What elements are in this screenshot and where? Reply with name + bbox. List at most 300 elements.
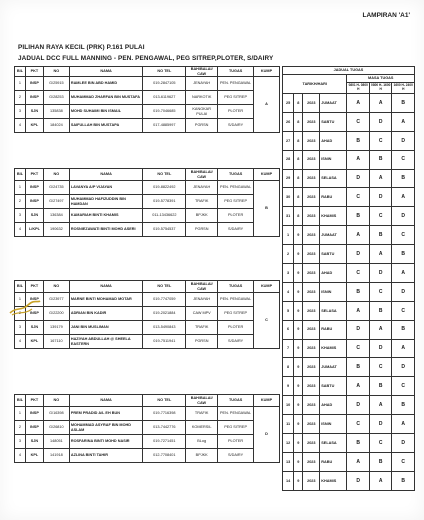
schedule-row xyxy=(283,207,415,226)
cell-bil: 4 xyxy=(15,335,26,349)
cell-day: 27 xyxy=(283,131,294,150)
header-jadual-tugas: JADUAL TUGAS xyxy=(283,67,415,75)
cell-bil: 2 xyxy=(15,307,26,321)
cell-no-tel: 013-6119627 xyxy=(143,91,186,105)
cell-pkt: KPL xyxy=(25,335,43,349)
cell-bil: 1 xyxy=(15,407,26,421)
cell-month: 8 xyxy=(294,150,303,169)
group-table xyxy=(14,66,280,133)
cell-nama: KAMARIAH BINTI KHAMIS xyxy=(69,209,143,223)
cell-bil: 1 xyxy=(15,77,26,91)
schedule-row xyxy=(283,226,415,245)
cell-pkt: SJN xyxy=(25,209,43,223)
cell-pkt: INSP xyxy=(25,195,43,209)
cell-no: 136384 xyxy=(43,209,69,223)
cell-bil: 3 xyxy=(15,209,26,223)
cell-year: 2023 xyxy=(303,452,320,471)
cell-pkt: SJN xyxy=(25,321,43,335)
cell-pkt: SJN xyxy=(25,105,43,119)
cell-month: 9 xyxy=(294,396,303,415)
table-row xyxy=(15,209,280,223)
header-no-tel: NO TEL xyxy=(143,169,186,181)
header-bah-balai-caw: BAH/BALAI/ CAW xyxy=(186,281,218,293)
cell-no: 184024 xyxy=(43,119,69,133)
cell-bah: JENAYAH xyxy=(186,181,218,195)
cell-bah: BLog xyxy=(186,435,218,449)
cell-nama: MUHAMMAD HAFIZUDDIN BIN HAMDAN xyxy=(69,195,143,209)
schedule-row xyxy=(283,264,415,283)
schedule-row xyxy=(283,471,415,490)
cell-tugas: PEG SITREP xyxy=(218,421,254,435)
group-header-row xyxy=(15,169,280,181)
cell-year: 2023 xyxy=(303,245,320,264)
cell-bah: PGRSN xyxy=(186,119,218,133)
cell-shift-1: D xyxy=(347,169,369,188)
cell-month: 9 xyxy=(294,320,303,339)
header-tugas: TUGAS xyxy=(218,281,254,293)
cell-month: 9 xyxy=(294,358,303,377)
cell-no: G/28253 xyxy=(43,91,69,105)
cell-no: G/25915 xyxy=(43,77,69,91)
cell-bil: 2 xyxy=(15,91,26,105)
cell-tugas: PLOTER xyxy=(218,321,254,335)
cell-hari: RABU xyxy=(320,320,347,339)
header-nama: NAMA xyxy=(69,281,143,293)
cell-shift-3: C xyxy=(392,301,415,320)
schedule-header-row xyxy=(283,67,415,75)
cell-nama: LAVANYA A/P VIJAYAN xyxy=(69,181,143,195)
cell-bil: 2 xyxy=(15,195,26,209)
cell-shift-1: B xyxy=(347,282,369,301)
header-bah-balai-caw: BAH/BALAI/ CAW xyxy=(186,169,218,181)
cell-tugas: PEN. PENGAWAL xyxy=(218,77,254,91)
schedule-row xyxy=(283,339,415,358)
cell-hari: KHAMIS xyxy=(320,339,347,358)
cell-hari: SABTU xyxy=(320,377,347,396)
cell-pkt: INSP xyxy=(25,77,43,91)
table-row xyxy=(15,105,280,119)
cell-shift-3: B xyxy=(392,169,415,188)
cell-hari: SABTU xyxy=(320,112,347,131)
cell-year: 2023 xyxy=(303,131,320,150)
header-bil: BIL xyxy=(15,281,26,293)
cell-no-tel: 019-8822492 xyxy=(143,181,186,195)
cell-year: 2023 xyxy=(303,415,320,434)
cell-pkt: INSP xyxy=(25,293,43,307)
cell-year: 2023 xyxy=(303,94,320,113)
cell-shift-3: A xyxy=(392,112,415,131)
cell-no: G/22200 xyxy=(43,307,69,321)
schedule-row xyxy=(283,301,415,320)
group-table xyxy=(14,280,280,349)
cell-nama: MOHAMMAD ASYRAF BIN MOHD ASLAM xyxy=(69,421,143,435)
cell-month: 9 xyxy=(294,452,303,471)
cell-no: 141918 xyxy=(43,449,69,463)
cell-shift-1: C xyxy=(347,112,369,131)
cell-no-tel: 013-5490843 xyxy=(143,321,186,335)
cell-year: 2023 xyxy=(303,188,320,207)
cell-day: 14 xyxy=(283,471,294,490)
cell-no: G/26810 xyxy=(43,421,69,435)
cell-shift-1: C xyxy=(347,339,369,358)
cell-shift-1: A xyxy=(347,377,369,396)
cell-shift-3: D xyxy=(392,207,415,226)
cell-no-tel: 019-7511941 xyxy=(143,335,186,349)
cell-shift-2: D xyxy=(369,188,391,207)
cell-day: 2 xyxy=(283,245,294,264)
header-kump: KUMP xyxy=(254,169,280,181)
cell-shift-2: D xyxy=(369,339,391,358)
header-no: NO xyxy=(43,67,69,77)
cell-tugas: PLOTER xyxy=(218,105,254,119)
cell-no: 148051 xyxy=(43,435,69,449)
cell-shift-3: D xyxy=(392,358,415,377)
cell-tugas: PEN. PENGAWAL xyxy=(218,181,254,195)
cell-month: 9 xyxy=(294,434,303,453)
cell-hari: SELASA xyxy=(320,434,347,453)
cell-shift-2: A xyxy=(369,396,391,415)
cell-month: 9 xyxy=(294,301,303,320)
cell-bah: KOMERSIL xyxy=(186,421,218,435)
cell-tugas: PEG SITREP xyxy=(218,307,254,321)
cell-bah: KANGKAR PULAI xyxy=(186,105,218,119)
header-pkt: PKT xyxy=(25,169,43,181)
schedule-row xyxy=(283,396,415,415)
cell-month: 8 xyxy=(294,207,303,226)
cell-shift-3: B xyxy=(392,396,415,415)
cell-shift-1: B xyxy=(347,434,369,453)
cell-month: 9 xyxy=(294,415,303,434)
cell-year: 2023 xyxy=(303,434,320,453)
table-row xyxy=(15,119,280,133)
header-tugas: TUGAS xyxy=(218,169,254,181)
cell-year: 2023 xyxy=(303,169,320,188)
cell-shift-2: B xyxy=(369,452,391,471)
cell-bah: PGRSN xyxy=(186,335,218,349)
cell-shift-1: A xyxy=(347,226,369,245)
header-shift1: 0801 H- 0800 H xyxy=(347,83,369,94)
cell-year: 2023 xyxy=(303,377,320,396)
table-row xyxy=(15,223,280,237)
schedule-row xyxy=(283,415,415,434)
cell-no-tel: 019-7046685 xyxy=(143,105,186,119)
cell-day: 7 xyxy=(283,339,294,358)
cell-nama: ADRIAN BIN KADIR xyxy=(69,307,143,321)
header-bil: BIL xyxy=(15,169,26,181)
cell-hari: KHAMIS xyxy=(320,207,347,226)
cell-no-tel: 011-13436622 xyxy=(143,209,186,223)
cell-shift-2: B xyxy=(369,301,391,320)
header-tarikh-hari: TARIKH/HARI xyxy=(283,75,347,94)
cell-shift-1: D xyxy=(347,320,369,339)
cell-no-tel: 019-2021884 xyxy=(143,307,186,321)
cell-hari: JUMAAT xyxy=(320,358,347,377)
cell-month: 8 xyxy=(294,131,303,150)
cell-shift-1: B xyxy=(347,131,369,150)
group-header-row xyxy=(15,67,280,77)
cell-shift-3: C xyxy=(392,452,415,471)
table-row xyxy=(15,77,280,91)
cell-hari: SELASA xyxy=(320,301,347,320)
header-bil: BIL xyxy=(15,395,26,407)
header-tugas: TUGAS xyxy=(218,67,254,77)
cell-day: 26 xyxy=(283,112,294,131)
cell-month: 9 xyxy=(294,226,303,245)
header-kump: KUMP xyxy=(254,67,280,77)
cell-shift-3: B xyxy=(392,471,415,490)
cell-shift-2: B xyxy=(369,226,391,245)
table-row xyxy=(15,421,280,435)
cell-year: 2023 xyxy=(303,112,320,131)
cell-year: 2023 xyxy=(303,282,320,301)
cell-year: 2023 xyxy=(303,226,320,245)
cell-nama: MARNE BINTI MOHAMAD MOTAR xyxy=(69,293,143,307)
cell-hari: AHAD xyxy=(320,396,347,415)
cell-day: 3 xyxy=(283,264,294,283)
cell-tugas: S/DAIRY xyxy=(218,223,254,237)
cell-shift-3: C xyxy=(392,226,415,245)
cell-hari: KHAMIS xyxy=(320,471,347,490)
header-pkt: PKT xyxy=(25,67,43,77)
schedule-row xyxy=(283,150,415,169)
cell-bil: 1 xyxy=(15,181,26,195)
cell-tugas: S/DAIRY xyxy=(218,119,254,133)
cell-day: 30 xyxy=(283,188,294,207)
cell-shift-1: C xyxy=(347,188,369,207)
table-row xyxy=(15,435,280,449)
header-nama: NAMA xyxy=(69,67,143,77)
cell-no-tel: 013-7442776 xyxy=(143,421,186,435)
cell-shift-2: C xyxy=(369,207,391,226)
document-title: PILIHAN RAYA KECIL (PRK) P.161 PULAI xyxy=(18,44,145,51)
cell-bah: BPJKK xyxy=(186,449,218,463)
schedule-row xyxy=(283,452,415,471)
cell-shift-3: A xyxy=(392,188,415,207)
schedule-row xyxy=(283,94,415,113)
schedule-table xyxy=(282,66,415,491)
cell-shift-1: D xyxy=(347,471,369,490)
cell-shift-3: D xyxy=(392,282,415,301)
cell-hari: ISNIN xyxy=(320,150,347,169)
cell-pkt: INSP xyxy=(25,421,43,435)
cell-no: G/23977 xyxy=(43,293,69,307)
cell-tugas: PEG SITREP xyxy=(218,195,254,209)
schedule-row xyxy=(283,169,415,188)
cell-day: 6 xyxy=(283,320,294,339)
cell-day: 28 xyxy=(283,150,294,169)
table-row xyxy=(15,181,280,195)
cell-no: 135838 xyxy=(43,105,69,119)
cell-day: 4 xyxy=(283,282,294,301)
cell-shift-1: B xyxy=(347,207,369,226)
cell-shift-2: A xyxy=(369,245,391,264)
cell-day: 31 xyxy=(283,207,294,226)
schedule-row xyxy=(283,434,415,453)
cell-tugas: S/DAIRY xyxy=(218,449,254,463)
cell-year: 2023 xyxy=(303,320,320,339)
cell-shift-2: C xyxy=(369,358,391,377)
cell-shift-1: D xyxy=(347,396,369,415)
cell-month: 9 xyxy=(294,471,303,490)
cell-shift-3: A xyxy=(392,415,415,434)
cell-no-tel: 019-2847105 xyxy=(143,77,186,91)
header-no: NO xyxy=(43,395,69,407)
cell-kump: B xyxy=(254,181,280,237)
cell-month: 9 xyxy=(294,339,303,358)
cell-nama: PREM PRADID A/L EH BUN xyxy=(69,407,143,421)
schedule-row xyxy=(283,188,415,207)
cell-pkt: L/KPL xyxy=(25,223,43,237)
cell-hari: JUMAAT xyxy=(320,226,347,245)
cell-bil: 4 xyxy=(15,449,26,463)
appendix-label: LAMPIRAN 'A1' xyxy=(362,12,410,19)
cell-tugas: PEG SITREP xyxy=(218,91,254,105)
cell-hari: RABU xyxy=(320,452,347,471)
cell-day: 9 xyxy=(283,377,294,396)
cell-year: 2023 xyxy=(303,471,320,490)
cell-shift-2: C xyxy=(369,434,391,453)
cell-month: 8 xyxy=(294,94,303,113)
cell-pkt: KPL xyxy=(25,449,43,463)
cell-bah: TRAFIK xyxy=(186,195,218,209)
table-row xyxy=(15,407,280,421)
cell-nama: MOHD SUHAIMI BIN ISMAIL xyxy=(69,105,143,119)
group-table xyxy=(14,394,280,463)
group-header-row xyxy=(15,395,280,407)
schedule-row xyxy=(283,358,415,377)
cell-hari: ISNIN xyxy=(320,282,347,301)
cell-month: 8 xyxy=(294,188,303,207)
cell-no: G/16398 xyxy=(43,407,69,421)
cell-no-tel: 019-7716398 xyxy=(143,407,186,421)
header-masa-tugas: MASA TUGAS xyxy=(347,75,415,83)
cell-shift-1: A xyxy=(347,452,369,471)
cell-shift-2: B xyxy=(369,150,391,169)
cell-day: 10 xyxy=(283,396,294,415)
cell-bah: PGRSN xyxy=(186,223,218,237)
cell-month: 8 xyxy=(294,169,303,188)
cell-day: 12 xyxy=(283,434,294,453)
table-row xyxy=(15,321,280,335)
cell-no-tel: 019-5778391 xyxy=(143,195,186,209)
cell-hari: AHAD xyxy=(320,264,347,283)
header-bah-balai-caw: BAH/BALAI/ CAW xyxy=(186,395,218,407)
schedule-row xyxy=(283,320,415,339)
cell-bah: NARKOTIK xyxy=(186,91,218,105)
cell-shift-1: C xyxy=(347,264,369,283)
table-row xyxy=(15,91,280,105)
cell-no: 139179 xyxy=(43,321,69,335)
cell-shift-3: C xyxy=(392,150,415,169)
header-pkt: PKT xyxy=(25,395,43,407)
cell-bah: TRAFIK xyxy=(186,321,218,335)
cell-bah: JENAYAH xyxy=(186,293,218,307)
cell-pkt: SJN xyxy=(25,435,43,449)
schedule-row xyxy=(283,377,415,396)
schedule-row xyxy=(283,245,415,264)
header-nama: NAMA xyxy=(69,395,143,407)
cell-pkt: INSP xyxy=(25,91,43,105)
cell-year: 2023 xyxy=(303,396,320,415)
cell-tugas: PEN. PENGAWAL xyxy=(218,293,254,307)
cell-hari: AHAD xyxy=(320,131,347,150)
cell-shift-3: D xyxy=(392,434,415,453)
schedule-row xyxy=(283,131,415,150)
header-pkt: PKT xyxy=(25,281,43,293)
schedule-row xyxy=(283,112,415,131)
cell-bil: 4 xyxy=(15,223,26,237)
cell-year: 2023 xyxy=(303,264,320,283)
cell-shift-3: B xyxy=(392,245,415,264)
cell-shift-2: D xyxy=(369,415,391,434)
cell-year: 2023 xyxy=(303,207,320,226)
cell-no-tel: 012-7708401 xyxy=(143,449,186,463)
schedule-header-row xyxy=(283,75,415,83)
header-kump: KUMP xyxy=(254,281,280,293)
handwritten-mark xyxy=(8,297,42,319)
cell-no-tel: 017-4885997 xyxy=(143,119,186,133)
cell-shift-2: D xyxy=(369,264,391,283)
cell-bil: 3 xyxy=(15,321,26,335)
cell-kump: C xyxy=(254,293,280,349)
table-row xyxy=(15,449,280,463)
cell-hari: JUMAAT xyxy=(320,94,347,113)
cell-nama: JANI BIN MUSLIMAN xyxy=(69,321,143,335)
cell-shift-3: D xyxy=(392,131,415,150)
cell-month: 8 xyxy=(294,112,303,131)
cell-shift-1: B xyxy=(347,358,369,377)
cell-shift-1: A xyxy=(347,94,369,113)
cell-nama: SAIFULLAH BIN MUSTAPA xyxy=(69,119,143,133)
cell-shift-2: D xyxy=(369,112,391,131)
cell-bah: BPJKK xyxy=(186,209,218,223)
header-bah-balai-caw: BAH/BALAI/ CAW xyxy=(186,67,218,77)
cell-day: 13 xyxy=(283,452,294,471)
cell-nama: RAMLEE BIN ABD HAMID xyxy=(69,77,143,91)
cell-month: 9 xyxy=(294,245,303,264)
cell-hari: RABU xyxy=(320,188,347,207)
table-row xyxy=(15,195,280,209)
cell-hari: SELASA xyxy=(320,169,347,188)
cell-bah: JENAYAH xyxy=(186,77,218,91)
cell-shift-3: A xyxy=(392,339,415,358)
header-tugas: TUGAS xyxy=(218,395,254,407)
cell-tugas: S/DAIRY xyxy=(218,335,254,349)
cell-kump: A xyxy=(254,77,280,133)
header-bil: BIL xyxy=(15,67,26,77)
cell-bil: 2 xyxy=(15,421,26,435)
cell-nama: ROSNIEZAWATI BINTI MOHD ASERI xyxy=(69,223,143,237)
cell-nama: HAZIYAH ABDULLAH @ SHEELA EASTERN xyxy=(69,335,143,349)
table-row xyxy=(15,307,280,321)
cell-kump: D xyxy=(254,407,280,463)
header-no-tel: NO TEL xyxy=(143,395,186,407)
cell-pkt: KPL xyxy=(25,119,43,133)
header-no: NO xyxy=(43,281,69,293)
cell-no: G/27497 xyxy=(43,195,69,209)
table-row xyxy=(15,335,280,349)
cell-month: 9 xyxy=(294,377,303,396)
cell-bil: 1 xyxy=(15,293,26,307)
header-no: NO xyxy=(43,169,69,181)
cell-shift-3: B xyxy=(392,94,415,113)
document-subtitle: JADUAL DCC FULL MANNING - PEN. PENGAWAL, PEG SITREP,PLOTER, S/DAIRY xyxy=(18,55,274,62)
cell-shift-2: A xyxy=(369,471,391,490)
cell-nama: ROSFARINA BINTI MOHD NASIR xyxy=(69,435,143,449)
cell-tugas: PLOTER xyxy=(218,209,254,223)
header-nama: NAMA xyxy=(69,169,143,181)
cell-shift-2: B xyxy=(369,377,391,396)
